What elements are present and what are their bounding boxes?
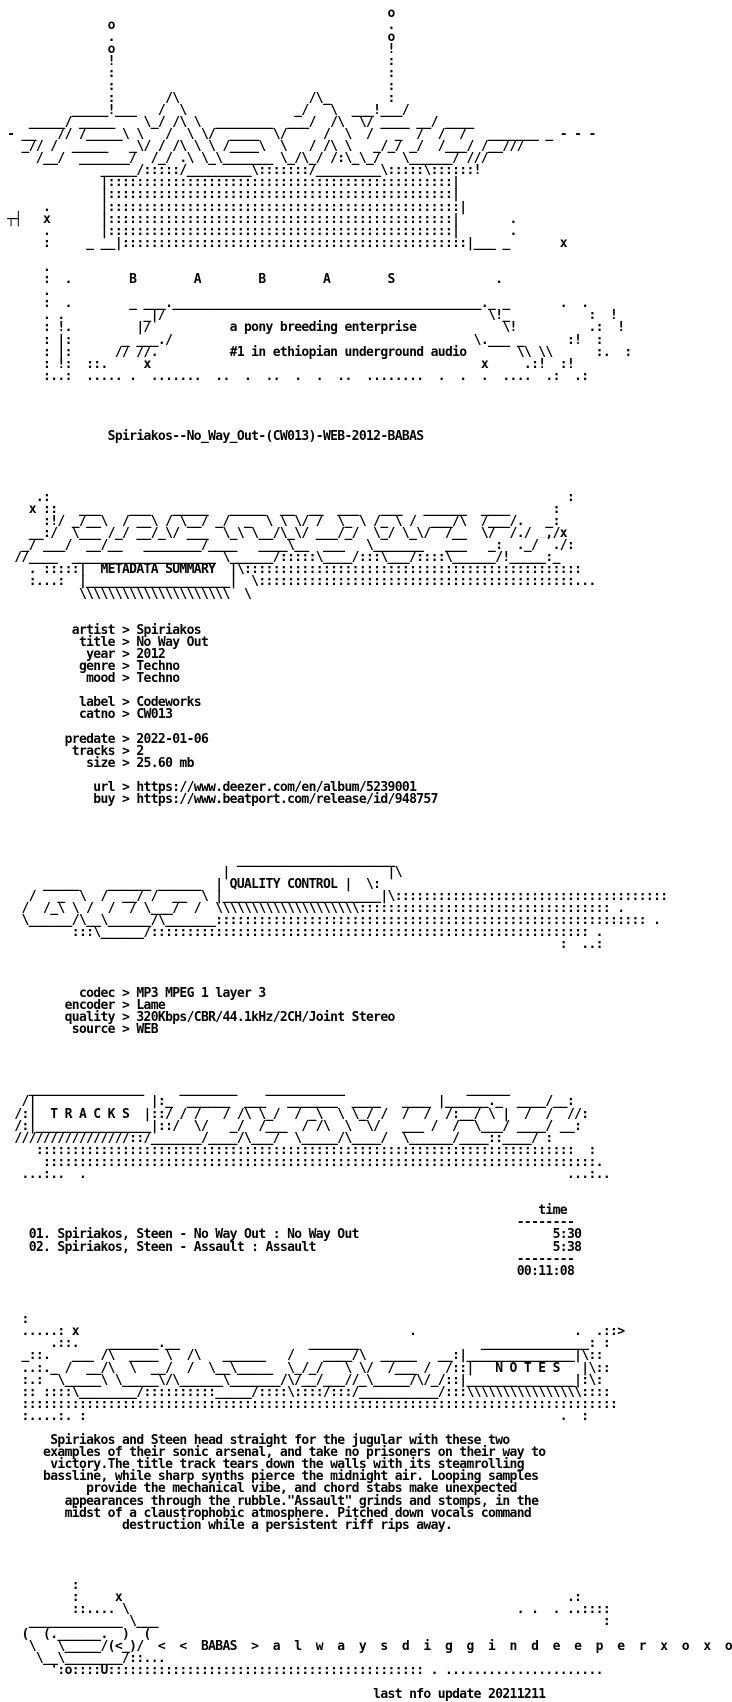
nfo-line — [0, 830, 648, 842]
nfo-line: : x .: — [0, 1590, 582, 1606]
nfo-line: -------- — [0, 1251, 575, 1267]
nfo-line — [0, 443, 648, 455]
nfo-line: midst of a claustrophobic atmosphere. Pitched down vocals command — [0, 1505, 532, 1521]
nfo-line: examples of their sonic arsenal, and take no prisoners on their way to — [0, 1445, 546, 1461]
nfo-line: mood > Techno — [0, 671, 180, 687]
nfo-line: time — [0, 1203, 567, 1219]
nfo-line: :::\______/::::::::::::::::::::::::::::::::::::::::::::::::::::::::::::: . — [0, 925, 603, 941]
nfo-line: ! : — [0, 54, 395, 70]
nfo-line: encoder > Lame — [0, 997, 166, 1013]
nfo-line: _____!___ / \ _/ \ ___!___/ — [0, 102, 410, 118]
nfo-line — [0, 1556, 648, 1568]
nfo-line: |::::::::::::::::::::::::::::::::::::::::::::::::| — [0, 175, 460, 191]
nfo-line — [0, 1181, 648, 1193]
nfo-line: Spiriakos--No_Way_Out-(CW013)-WEB-2012-BABAS — [0, 429, 424, 445]
nfo-line: :::::::::::::::::::::::::::::::::::::::::::::::::::::::::::::::::::::::::::::. — [0, 1154, 603, 1170]
nfo-line — [0, 407, 648, 419]
nfo-line: quality > 320Kbps/CBR/44.1kHz/2CH/Joint Stereo — [0, 1009, 395, 1025]
nfo-line — [0, 1532, 648, 1544]
nfo-line: ________________ ________ ___________ ______ — [0, 1082, 510, 1098]
nfo-line: 00:11:08 — [0, 1263, 575, 1279]
nfo-line — [0, 1568, 648, 1580]
nfo-line: :: ::::\________/::::::::::_____/::::\::::/:::/___________/:::\\\\\\\\\\\\\\\\:::: — [0, 1384, 611, 1400]
nfo-line: . — [0, 259, 51, 275]
nfo-line: label > Codeworks — [0, 695, 201, 711]
nfo-line: __:/ \___ /_/ __/_\/ ___ \_\ \__/\_\/ ___/_/ \_/ \_\/ /__ \/ /./ ,/x — [0, 526, 567, 542]
nfo-line: ////////////////::/_______/____/\___/ \_____/\____/ \______/____::____/ : — [0, 1130, 553, 1146]
nfo-line: provide the mechanical vibe, and chord stabs make unexpected — [0, 1481, 517, 1497]
nfo-line: ______________________ — [0, 852, 395, 868]
nfo-line — [0, 1036, 648, 1048]
nfo-line: .::. _______.__ _______ _______________: : — [0, 1336, 611, 1352]
nfo-line: /| |:_ ______ ___ _______ ____ ____ |______._ ____/__: — [0, 1094, 575, 1110]
nfo-line: _____________ \___ : — [0, 1614, 611, 1630]
nfo-line: : — [0, 1312, 29, 1328]
nfo-line: /:|________________|::/ \/ _/ /___ / /\ \ \/ ___ / / \___/ ____/ __: — [0, 1118, 582, 1134]
nfo-line: codec > MP3 MPEG 1 layer 3 — [0, 985, 266, 1001]
nfo-line: ::::::::::::::::::::::::::::::::::::::::::::::::::::::::::::::::::::::::::::::::::: — [0, 1396, 618, 1412]
nfo-line: : : — [0, 66, 395, 82]
nfo-line: : — [0, 1578, 79, 1594]
nfo-line: / _ \ / __/ / __ \ |______________________|\:::::::::::::::::::::::::::::::::::::: — [0, 888, 668, 904]
nfo-line: Spiriakos and Steen head straight for the jugular with these two — [0, 1433, 510, 1449]
nfo-line: : /\ /\_ : — [0, 90, 395, 106]
nfo-line: _____/:::::/_________\:::::::/_________\:::::\::::::! — [0, 163, 481, 179]
nfo-line: source > WEB — [0, 1021, 158, 1037]
nfo-line: year > 2012 — [0, 646, 166, 662]
nfo-text — [0, 6, 732, 1702]
nfo-line — [0, 1060, 648, 1072]
nfo-line — [0, 250, 648, 262]
nfo-line: appearances through the rubble."Assault" grinds and stomps, in the — [0, 1493, 539, 1509]
nfo-line — [0, 1544, 648, 1556]
nfo-line: _____/ _____ \_/ /\ \ ________ ___/ /\ \/ ____ __/ ____ — [0, 114, 474, 130]
nfo-line: :.: \_____\ \_____\/\______\_______/\/__/___//_\_____/\/_/::|_______________|:\: — [0, 1372, 603, 1388]
nfo-line — [0, 601, 648, 613]
nfo-line: _::. ___ /\ ____ \ /\ ______ / ____/\ _____ __:|_______________|\:: — [0, 1348, 603, 1364]
nfo-line: - __ // /_____\ \ / \ \/ ____ \/ / \ / _ / / / _______ _ - - - — [0, 126, 596, 142]
nfo-line: predate > 2022-01-06 — [0, 731, 209, 747]
nfo-line: | |\ — [0, 864, 402, 880]
nfo-line: :...: |____________________| \::::::::::::::::::::::::::::::::::::::::::::... — [0, 574, 596, 590]
nfo-line: -------- — [0, 1215, 575, 1231]
nfo-line: : . B A B A S . — [0, 272, 503, 288]
nfo-line — [0, 951, 648, 963]
nfo-line: / /_\ \ / / / \___/ / \\\\\\\\\\\\\\\\\\\\::::::::::::::::::::::::::::::::::: . — [0, 900, 625, 916]
nfo-line — [0, 395, 648, 407]
nfo-line: : !: ::. x x .:! :! — [0, 356, 575, 372]
nfo-line: : !. |/ a pony breeding enterprise \! .: ! — [0, 320, 625, 336]
nfo-line — [0, 468, 648, 480]
nfo-line — [0, 963, 648, 975]
nfo-line — [0, 1290, 648, 1302]
nfo-line: : ..: — [0, 937, 603, 953]
nfo-line: buy > https://www.beatport.com/release/id/948757 — [0, 792, 438, 808]
nfo-line: : . _ ___.___________________________________________._ _ . . — [0, 296, 589, 312]
nfo-line: : |: // //. #1 in ethiopian underground audio \\ \\ :. : — [0, 344, 632, 360]
nfo-line: last nfo update 20211211 — [0, 1687, 546, 1702]
nfo-line: ::.... \ . . . ..:::: — [0, 1602, 611, 1618]
nfo-line: /__/ _______/ /_/ .\ \_\_______ \_/\_/ /:\_\_/ \______/ /// — [0, 151, 489, 167]
nfo-line: . . _|/ \!_ : ! — [0, 308, 618, 324]
nfo-line: /:| T R A C K S |::/ / / / /\ \_/ / _\ \ \_/ / / / /:__/ \ | / / //: — [0, 1106, 589, 1122]
nfo-line: genre > Techno — [0, 659, 180, 675]
nfo-line: |::::::::::::::::::::::::::::::::::::::::::::::::| — [0, 187, 460, 203]
nfo-line: o . — [0, 18, 395, 34]
nfo-line: . :::::| METADATA SUMMARY |\::::::::::::::::::::::::::::::::::::::::::::::: — [0, 562, 582, 578]
nfo-line: ( (.______. ) ( — [0, 1626, 151, 1642]
nfo-line — [0, 806, 648, 818]
nfo-line: catno > CW013 — [0, 707, 173, 723]
nfo-line: : |: _ ___./ \.___ _ :! : — [0, 332, 603, 348]
nfo-line: //____ ____________________ \______/:::::\____/:::\___/::::\______/!_____:_ — [0, 550, 560, 566]
nfo-line: destruction while a persistent riff rips away. — [0, 1517, 453, 1533]
nfo-line: .....: x . . .::> — [0, 1324, 625, 1340]
nfo-line: ::::::::::::::::::::::::::::::::::::::::::::::::::::::::::::::::::::::::::: : — [0, 1142, 596, 1158]
nfo-line: . |:::::::::::::::::::::::::::::::::::::::::::::::::| — [0, 199, 467, 215]
nfo-line: o ! — [0, 42, 395, 58]
nfo-line: x :: ___ ___ _____ _____ __ __ ___ ___ ______ ____ : — [0, 501, 560, 517]
nfo-line — [0, 1048, 648, 1060]
nfo-line: tracks > 2 — [0, 743, 144, 759]
nfo-line: \ \_____/(<_)/ < < BABAS > a l w a y s d i g g i n d e e p e r x o x o — [0, 1638, 732, 1654]
nfo-line: : : — [0, 78, 395, 94]
nfo-line — [0, 455, 648, 467]
nfo-line: title > No Way Out — [0, 634, 209, 650]
nfo-line: o — [0, 6, 395, 21]
nfo-line: _/ ___/ __/__ ________/____ ____\__ ___ \_______ ___ _: ._/ ./: — [0, 538, 575, 554]
nfo-line: \\\\\\\\\\\\\\\\\\\\\ \ — [0, 586, 252, 602]
nfo-line: ':o::::U:::::::::::::::::::::::::::::::::::::::::::: . ...................... — [0, 1662, 603, 1678]
nfo-line: size > 25.60 mb — [0, 755, 194, 771]
nfo-line: :!/ _/__\ / __\ / \__/ _/ _ \ \ \/ / \_ \ /_ \ / ___/\ /___/. _: — [0, 513, 560, 529]
nfo-line: ┬┤ x |::::::::::::::::::::::::::::::::::::::::::::::::| . — [0, 211, 517, 227]
nfo-line: . o — [0, 30, 395, 46]
nfo-line: \______/\__\______/\_______:::::::::::::::::::::::::::::::::::::::::::::::::::::::::::: . — [0, 913, 661, 929]
nfo-line — [0, 1302, 648, 1314]
nfo-line: :..: ..... . ....... .. . .. . . .. ........ . . . .... .: .: — [0, 368, 589, 384]
nfo-line — [0, 383, 648, 395]
nfo-line: victory.The title track tears down the walls with its steamrolling — [0, 1457, 524, 1473]
nfo-line — [0, 818, 648, 830]
nfo-line: ..:._ / __/\ \ __/ / \__\_____ \_/_/ \ \/ /___ / /::| N O T E S |\:: — [0, 1360, 611, 1376]
nfo-line: :....:. : . : — [0, 1408, 589, 1424]
nfo-line: . |::::::::::::::::::::::::::::::::::::::::::::::::| . — [0, 223, 517, 239]
nfo-line: 02. Spiriakos, Steen - Assault : Assault 5:38 — [0, 1239, 582, 1255]
nfo-line: \__\________/::... — [0, 1650, 166, 1666]
nfo-line: 01. Spiriakos, Steen - No Way Out : No Way Out 5:30 — [0, 1227, 582, 1243]
nfo-line: ...:.. . ...:.. — [0, 1167, 611, 1182]
nfo-line: _// / _____ _\/ / /\ \ \ /____\ \ / /\ \ _/_/ _/ /___/ /__/// — [0, 139, 524, 155]
nfo-line: artist > Spiriakos — [0, 622, 201, 638]
nfo-line: .: : — [0, 489, 575, 505]
nfo-line — [0, 1278, 648, 1290]
nfo-line: url > https://www.deezer.com/en/album/5239001 — [0, 780, 417, 795]
nfo-line: . — [0, 284, 51, 300]
nfo-line: bassline, while sharp synths pierce the midnight air. Looping samples — [0, 1469, 539, 1485]
nfo-line: _____ ______ ______ | QUALITY CONTROL | \: — [0, 876, 381, 892]
nfo-line: : _ __|::::::::::::::::::::::::::::::::::::::::::::::::|___ _ x — [0, 235, 567, 251]
